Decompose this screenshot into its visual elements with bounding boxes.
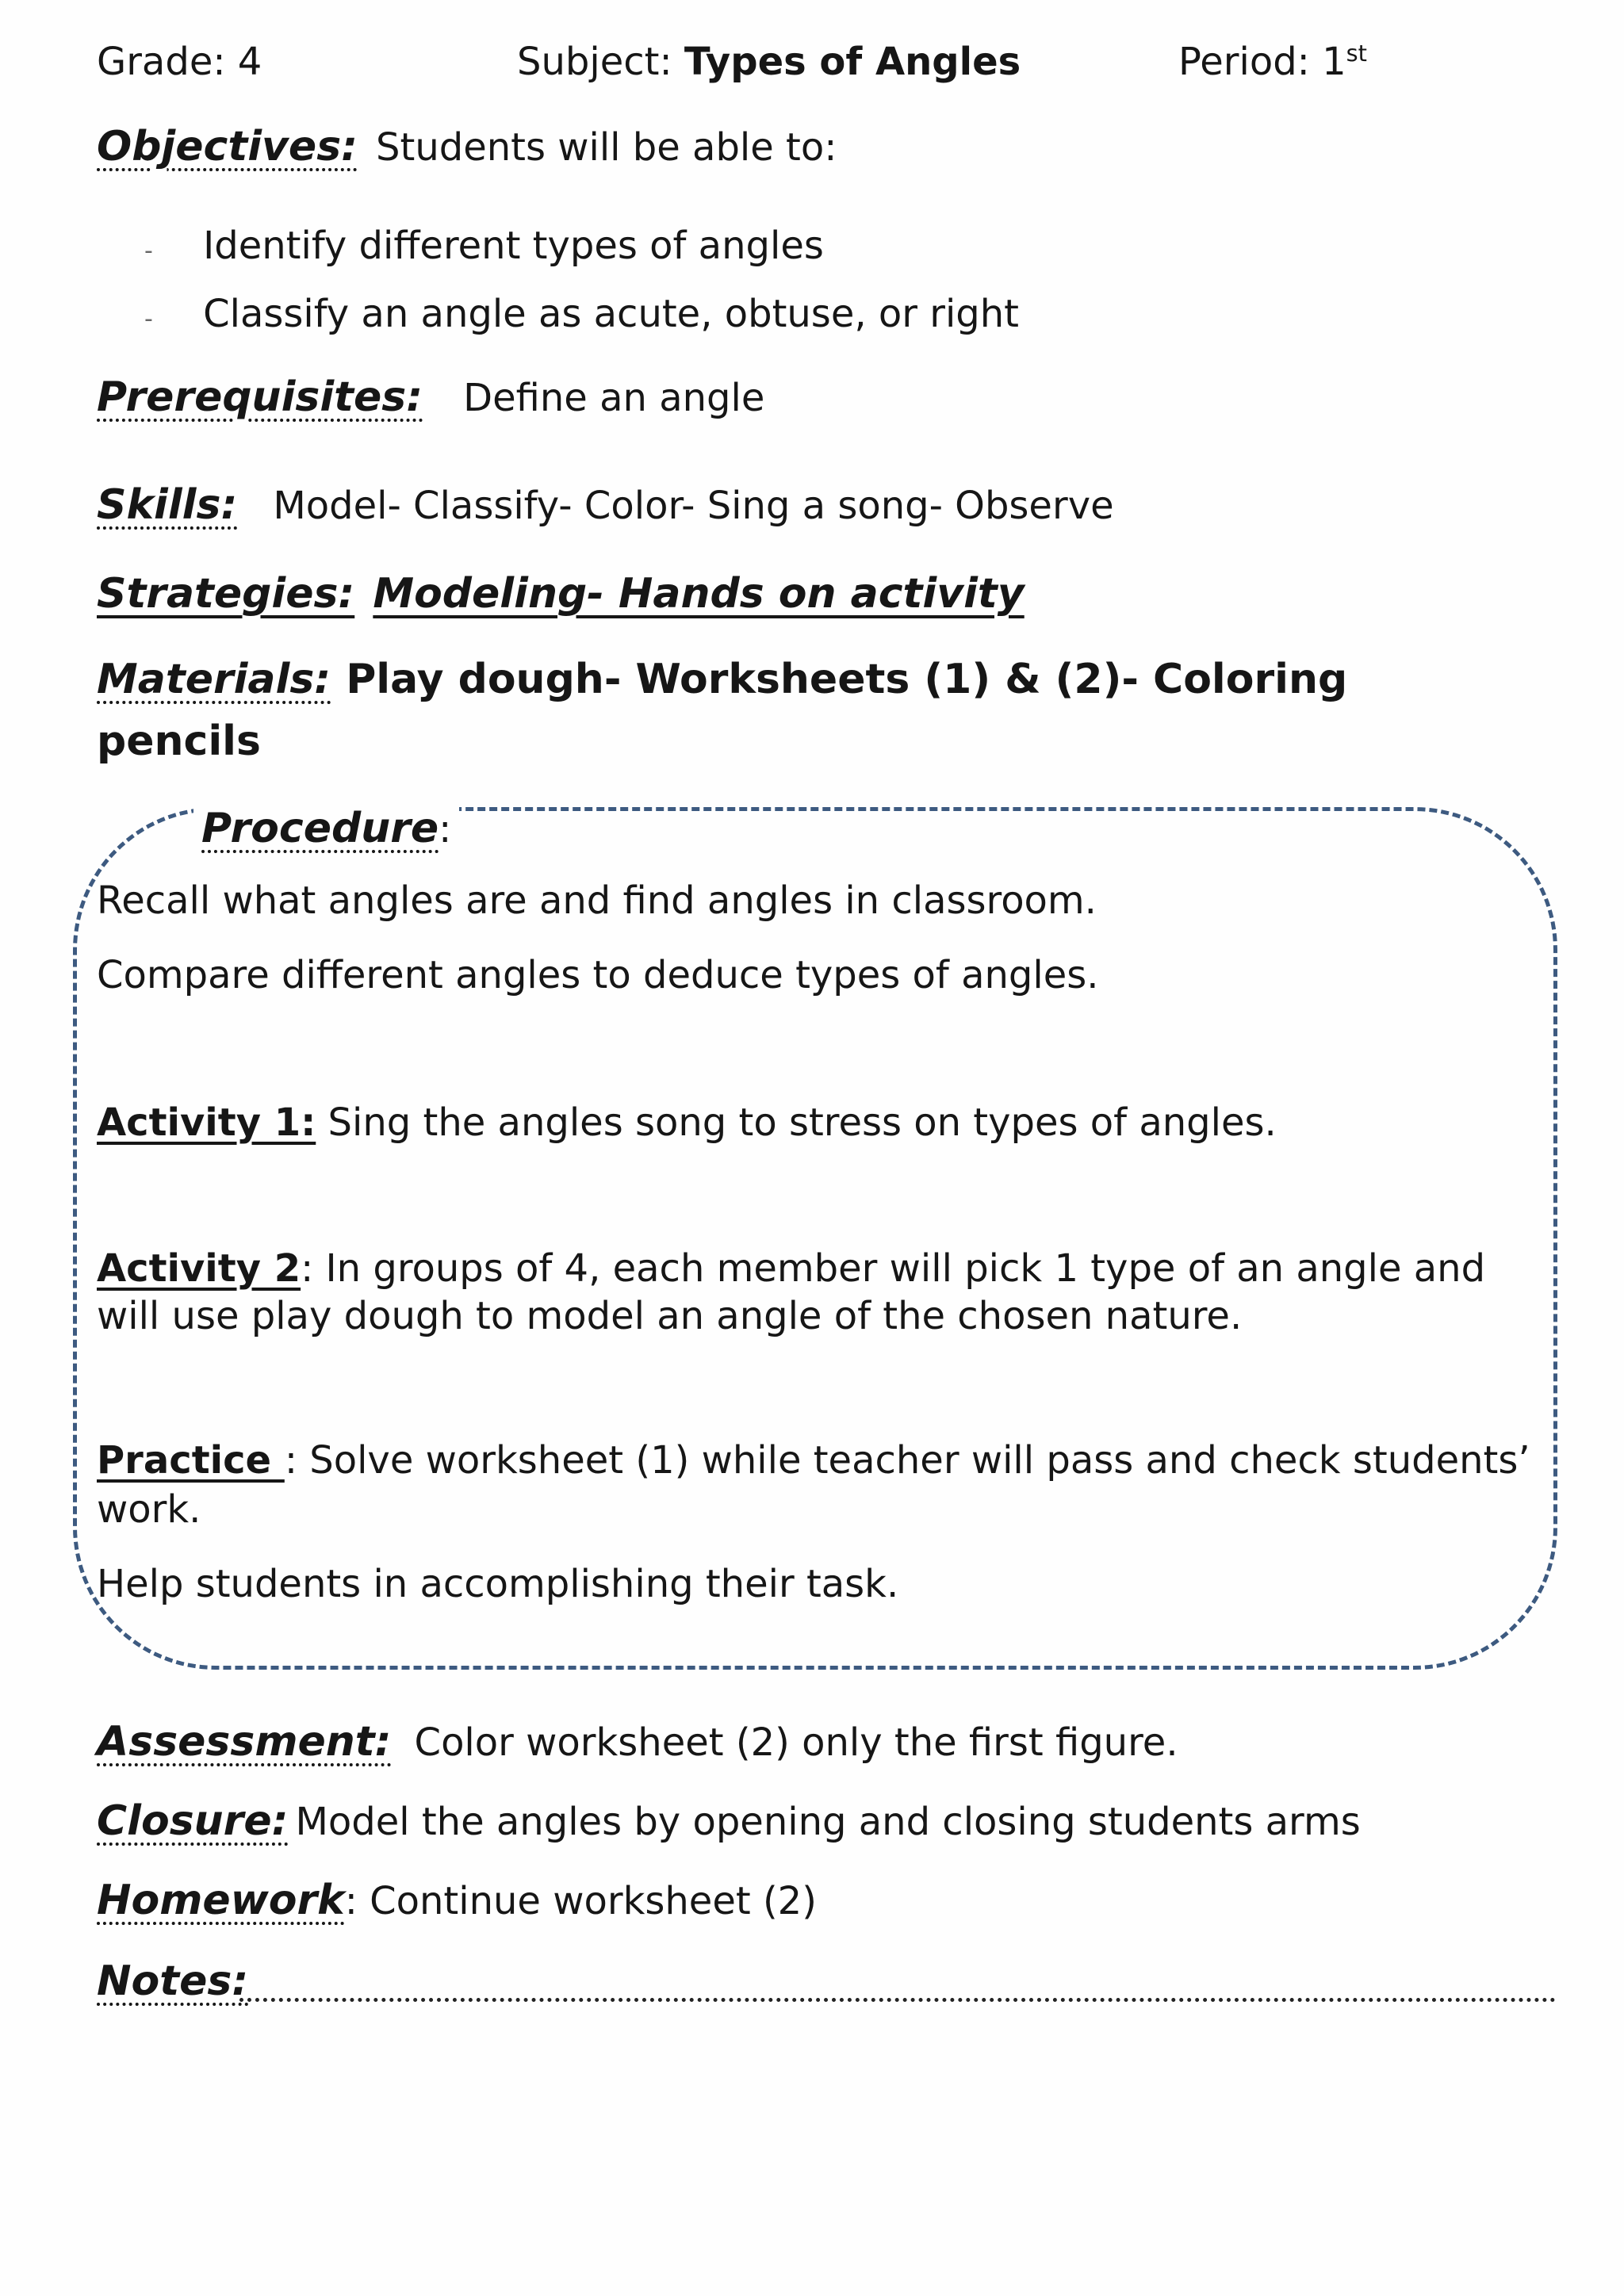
procedure-colon: :	[439, 807, 452, 851]
skills-text: Model- Classify- Color- Sing a song- Observe	[273, 484, 1114, 528]
notes-section	[97, 1957, 248, 2006]
notes-line	[239, 1998, 1556, 2002]
grade-label: Grade:	[97, 40, 226, 84]
period-value: 1	[1322, 40, 1346, 84]
objective-text: Identify different types of angles	[203, 224, 824, 268]
homework-section	[97, 1876, 817, 1925]
homework-text: : Continue worksheet (2)	[344, 1879, 817, 1923]
bullet-dash: -	[144, 305, 153, 333]
prerequisites-section	[97, 373, 764, 422]
materials-heading: Materials:	[97, 656, 331, 703]
objective-item	[144, 292, 1019, 338]
activity-2-text-continued: will use play dough to model an angle of the chosen nature.	[97, 1294, 1243, 1338]
strategies-heading: Strategies:	[97, 570, 355, 618]
period-field	[1178, 40, 1367, 86]
practice-text-continued: work.	[97, 1487, 201, 1532]
subject-label: Subject:	[517, 40, 672, 84]
procedure-compare: Compare different angles to deduce types of angles.	[97, 953, 1099, 997]
assessment-text: Color worksheet (2) only the first figure.	[414, 1720, 1178, 1765]
procedure-help: Help students in accomplishing their task.	[97, 1562, 899, 1606]
practice-text: : Solve worksheet (1) while teacher will pass and check students’	[284, 1438, 1530, 1483]
activity-1-text: Sing the angles song to stress on types of angles.	[327, 1100, 1277, 1145]
procedure-title	[193, 804, 459, 853]
procedure-box	[73, 807, 1557, 1670]
practice-label: Practice	[97, 1438, 285, 1483]
prerequisites-text: Define an angle	[463, 376, 765, 420]
period-label: Period:	[1178, 40, 1310, 84]
assessment-section	[97, 1717, 1178, 1766]
procedure-heading: Procedure	[201, 805, 439, 852]
activity-1-label: Activity 1:	[97, 1100, 316, 1145]
subject-value: Types of Angles	[684, 40, 1021, 84]
closure-text: Model the angles by opening and closing students arms	[295, 1800, 1361, 1844]
activity-2-text: : In groups of 4, each member will pick 1 type of an angle and	[301, 1246, 1486, 1291]
procedure-recall: Recall what angles are and find angles in classroom.	[97, 878, 1097, 923]
activity-1	[97, 1100, 1277, 1146]
notes-heading: Notes:	[97, 1957, 249, 2005]
objective-text: Classify an angle as acute, obtuse, or right	[203, 292, 1019, 336]
strategies-text: Modeling- Hands on activity	[373, 570, 1025, 618]
assessment-heading: Assessment:	[97, 1718, 392, 1766]
period-suffix: st	[1346, 40, 1367, 67]
objectives-intro: Students will be able to:	[376, 125, 837, 170]
objectives-section	[97, 122, 837, 171]
prerequisites-heading: Prerequisites:	[97, 373, 423, 421]
closure-section	[97, 1797, 1361, 1846]
materials-section	[97, 655, 1347, 704]
skills-section	[97, 480, 1114, 530]
skills-heading: Skills:	[97, 481, 238, 529]
grade-value: 4	[237, 40, 262, 84]
bullet-dash: -	[144, 237, 153, 265]
materials-text-continued: pencils	[97, 718, 261, 765]
strategies-section	[97, 569, 1025, 618]
objectives-heading: Objectives:	[97, 123, 358, 170]
closure-heading: Closure:	[97, 1797, 289, 1845]
grade-field	[97, 40, 262, 86]
subject-field	[517, 40, 1021, 86]
activity-2	[97, 1246, 1485, 1292]
activity-2-label: Activity 2	[97, 1246, 301, 1291]
homework-heading: Homework	[97, 1877, 345, 1924]
objective-item	[144, 224, 824, 270]
materials-text: Play dough- Worksheets (1) & (2)- Coloring	[346, 656, 1348, 703]
practice	[97, 1438, 1530, 1484]
